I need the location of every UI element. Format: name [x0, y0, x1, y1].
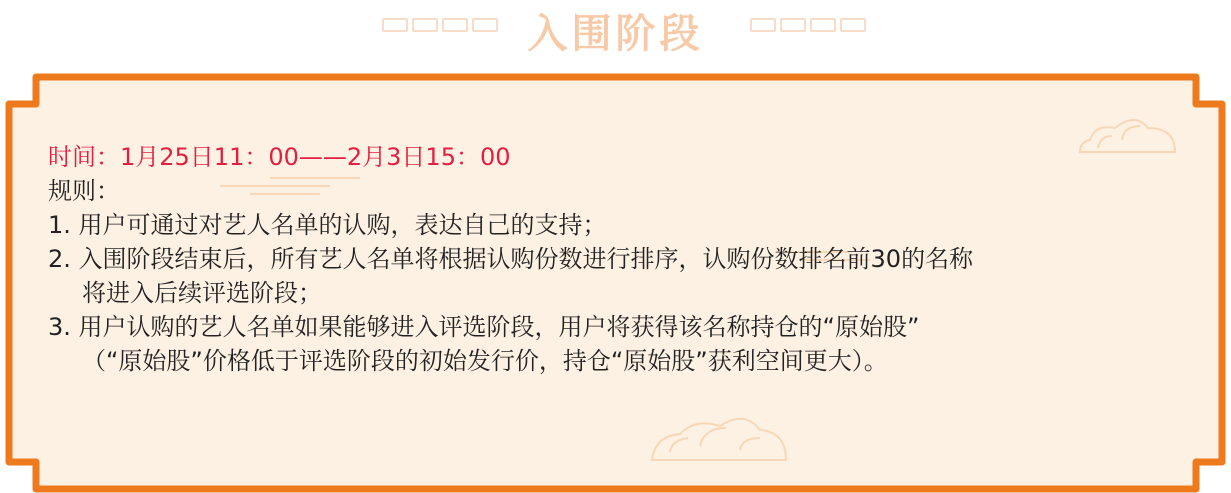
rule-item: 2. 入围阶段结束后，所有艺人名单将根据认购份数进行排序，认购份数排名前30的名称: [48, 245, 974, 273]
rule-item-continuation: （“原始股”价格低于评选阶段的初始发行价，持仓“原始股”获利空间更大）。: [82, 347, 888, 375]
rules-content: [48, 140, 1208, 378]
rule-item: 1. 用户可通过对艺人名单的认购，表达自己的支持；: [48, 211, 607, 239]
rules-label: 规则：: [48, 177, 120, 205]
time-range: 时间：1月25日11：00——2月3日15：00: [48, 143, 511, 171]
rule-item: 3. 用户认购的艺人名单如果能够进入评选阶段，用户将获得该名称持仓的“原始股”: [48, 313, 920, 341]
rule-item-continuation: 将进入后续评选阶段；: [82, 279, 322, 307]
section-title: 入围阶段: [527, 10, 704, 57]
